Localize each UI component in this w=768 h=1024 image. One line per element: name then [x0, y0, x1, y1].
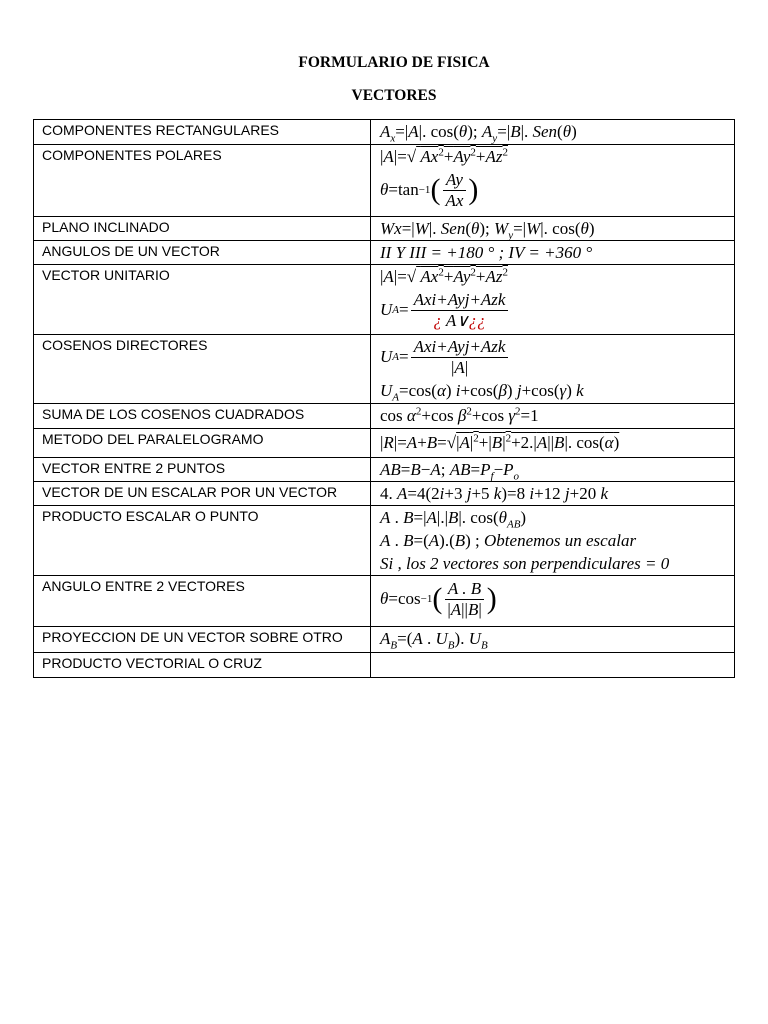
- row-label: VECTOR DE UN ESCALAR POR UN VECTOR: [34, 482, 371, 506]
- formula-direction-cosines: $U_A=\cos(\alpha)$ i+cos(β) j+cos(γ) k: [380, 381, 584, 404]
- formula-cell: [371, 120, 735, 145]
- row-label: PRODUCTO ESCALAR O PUNTO: [34, 506, 371, 576]
- table-row: [34, 241, 735, 265]
- formula-scalar-times-vector: 4. A=4(2i+3 j+5 k)=8 i+12 j+20 k: [380, 484, 609, 503]
- formula-cell: [371, 506, 735, 576]
- dot-product-note: Obtenemos un escalar: [484, 531, 637, 550]
- table-row: [34, 429, 735, 458]
- row-label: PRODUCTO VECTORIAL O CRUZ: [34, 653, 371, 678]
- row-label: ANGULOS DE UN VECTOR: [34, 241, 371, 265]
- formula-cosine-sum: $\cos \alpha^2+\cos$ $\beta^2+\cos$ $\gamma^2=1$: [380, 405, 539, 425]
- formula-inclined-plane: Wx=|W|. Sen(θ); $W_y=|W|$. cos(θ): [380, 219, 595, 242]
- formula-cell: [371, 458, 735, 482]
- row-label: VECTOR ENTRE 2 PUNTOS: [34, 458, 371, 482]
- formula-parallelogram: $|R|=A+B=√|A|^2+|B|^2+2.|A||B|$. cos(α): [380, 432, 620, 452]
- table-row: [34, 627, 735, 653]
- row-label: COMPONENTES RECTANGULARES: [34, 120, 371, 145]
- table-row: [34, 145, 735, 217]
- formula-projection: $A_B=(A$ . $U_B$). $U_B$: [380, 629, 488, 652]
- row-label: COMPONENTES POLARES: [34, 145, 371, 217]
- document-title: FORMULARIO DE FISICA: [298, 54, 490, 71]
- formula-table: [33, 119, 735, 678]
- row-label: PROYECCION DE UN VECTOR SOBRE OTRO: [34, 627, 371, 653]
- row-label: ANGULO ENTRE 2 VECTORES: [34, 576, 371, 627]
- document-subtitle: VECTORES: [351, 87, 437, 104]
- table-row: [34, 265, 735, 335]
- formula-cell: [371, 145, 735, 217]
- row-label: COSENOS DIRECTORES: [34, 335, 371, 404]
- formula-cell-empty: [371, 653, 735, 678]
- table-row: [34, 217, 735, 241]
- formula-cell: [371, 429, 735, 458]
- formula-perpendicular-note: Si , los 2 vectores son perpendiculares = 0: [380, 554, 670, 573]
- formula-rectangular-components: $A_x=|A|$. cos(θ); $A_y=|B|$. Sen(θ): [380, 122, 577, 145]
- formula-cell: [371, 217, 735, 241]
- formula-angle-between: θ =cos −1 ( $\frac{A . B}{|A||B|}$ ): [380, 578, 497, 619]
- formula-magnitude: |A|=√ $Ax^2+Ay^2+Az^2$: [380, 146, 508, 166]
- formula-polar-angle: θ =tan −1 ( $\frac{Ay}{Ax}$ ): [380, 169, 479, 210]
- formula-cell: [371, 576, 735, 627]
- formula-cell: [371, 335, 735, 404]
- formula-two-points: AB=B−A; $AB=P_f-P_o$: [380, 460, 520, 483]
- table-row: [34, 576, 735, 627]
- table-row: [34, 404, 735, 429]
- table-row: [34, 482, 735, 506]
- formula-unit-vector: U A = $\frac{\text{Axi+Ayj+Azk}}{|A|}$: [380, 335, 730, 379]
- formula-cell: [371, 241, 735, 265]
- formula-cell: [371, 265, 735, 335]
- row-label: SUMA DE LOS COSENOS CUADRADOS: [34, 404, 371, 429]
- table-row: [34, 506, 735, 576]
- row-label: METODO DEL PARALELOGRAMO: [34, 429, 371, 458]
- formula-dot-product: A . B=|A|.|B|. $\cos(\theta_{AB})$: [380, 508, 527, 531]
- formula-cell: [371, 404, 735, 429]
- formula-magnitude: |A|=√ $Ax^2+Ay^2+Az^2$: [380, 266, 508, 286]
- table-row: [34, 120, 735, 145]
- row-label: VECTOR UNITARIO: [34, 265, 371, 335]
- formula-cell: [371, 627, 735, 653]
- formula-cell: [371, 482, 735, 506]
- formula-dot-product-components: A . B=(A).(B) ; Obtenemos un escalar: [380, 531, 637, 550]
- table-row: [34, 458, 735, 482]
- formula-vector-angles: II Y III = +180 ° ; IV = +360 °: [380, 243, 593, 262]
- row-label: PLANO INCLINADO: [34, 217, 371, 241]
- formula-unit-vector: U A = $\frac{\text{Axi+Ayj+Azk}}{¿ A\vee¿¿}$: [380, 288, 730, 332]
- table-row: [34, 335, 735, 404]
- table-row: [34, 653, 735, 678]
